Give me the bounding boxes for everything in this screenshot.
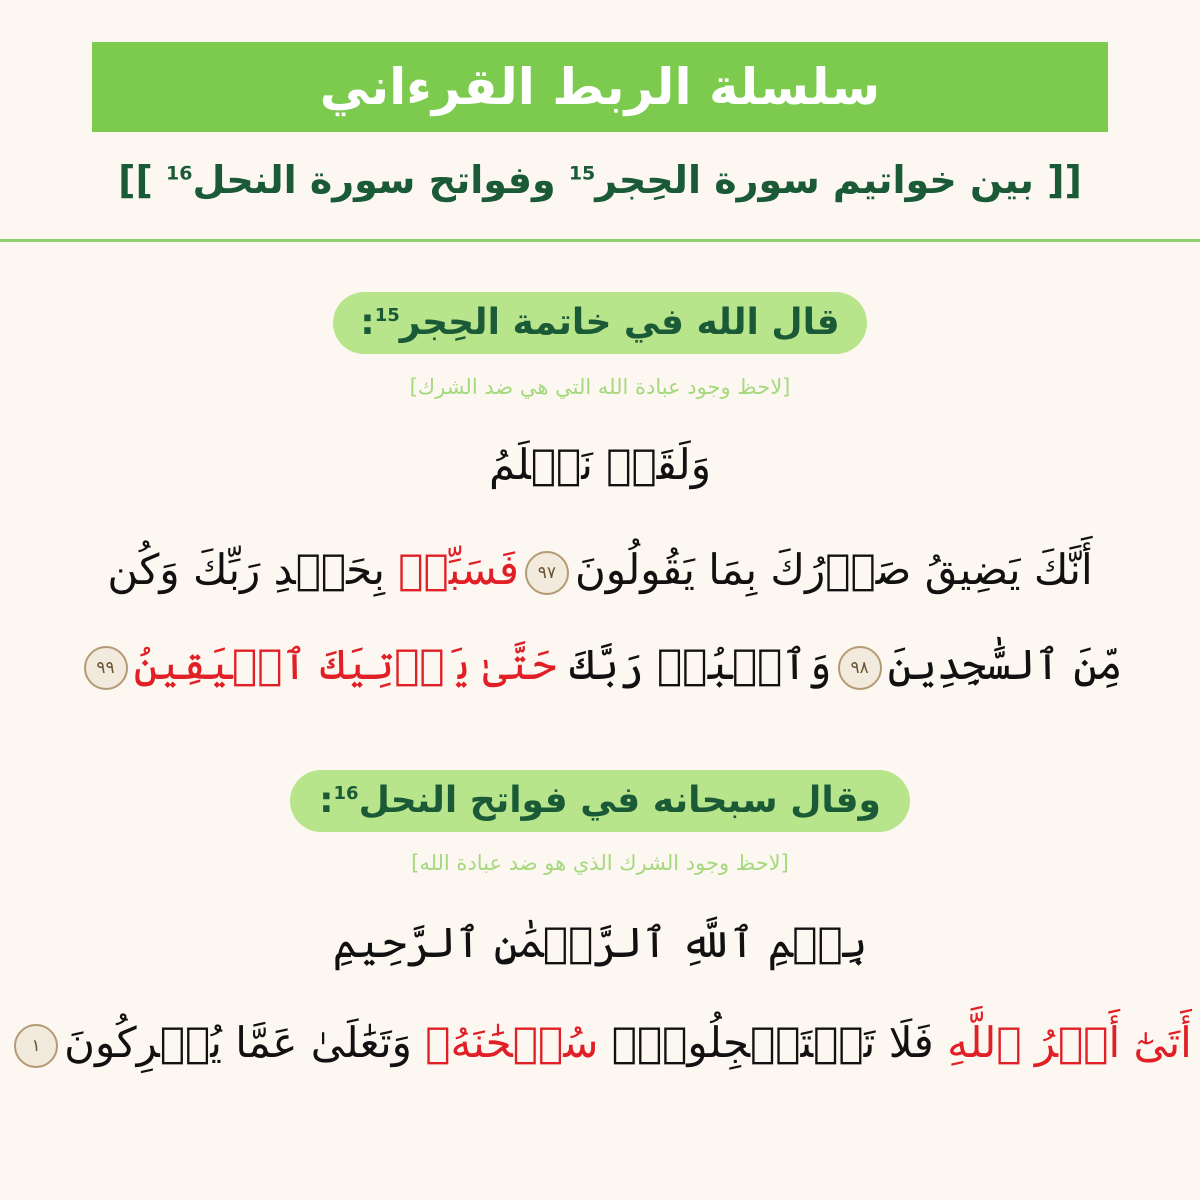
section2-note: [لاحظ وجود الشرك الذي هو ضد عبادة الله] <box>411 851 789 875</box>
section2-heading-sup: 16 <box>333 783 359 804</box>
verse-highlight: فَسَبِّحۡ <box>398 545 519 594</box>
section1-verse-line-3 <box>0 630 1200 700</box>
section2-verse-line <box>0 1008 1200 1078</box>
verse-text: أَنَّكَ يَضِيقُ صَدۡرُكَ بِمَا يَقُولُونَ <box>574 545 1093 594</box>
verse-text: وَتَعَٰلَىٰ عَمَّا يُشۡرِكُونَ <box>64 1018 412 1067</box>
subtitle-close: ]] <box>118 158 167 202</box>
section2-heading-pill <box>290 770 910 832</box>
verse-text: مِّنَ ٱلسَّٰجِدِينَ <box>887 640 1123 689</box>
verse-text: وَٱعۡبُدۡ رَبَّكَ <box>569 640 832 689</box>
verse-highlight: سُبۡحَٰنَهُۥ <box>425 1018 599 1067</box>
subtitle-sup-1: 15 <box>568 162 596 185</box>
verse-highlight: أَتَىٰٓ أَمۡرُ ٱللَّهِ <box>947 1018 1192 1067</box>
subtitle-sup-2: 16 <box>166 162 193 185</box>
section2-heading <box>319 780 881 821</box>
section2-heading-colon: : <box>319 780 334 821</box>
ayah-marker-1: ١ <box>14 1024 58 1068</box>
subtitle-mid: وفواتح سورة النحل <box>192 158 569 202</box>
basmala: بِسۡمِ ٱللَّهِ ٱلرَّحۡمَٰنِ ٱلرَّحِيمِ <box>332 918 868 967</box>
title-banner <box>92 42 1108 132</box>
divider-line <box>0 239 1200 242</box>
verse-highlight: حَتَّىٰ يَأۡتِيَكَ ٱلۡيَقِينُ <box>133 640 557 689</box>
section1-verse-line-2 <box>0 535 1200 605</box>
subtitle-open: [[ بين خواتيم سورة الحِجر <box>595 158 1082 202</box>
page-title: سلسلة الربط القرءاني <box>319 58 881 116</box>
section1-verse-line-1: وَلَقَدۡ نَعۡلَمُ <box>488 440 712 489</box>
subtitle <box>0 150 1200 210</box>
section1-note: [لاحظ وجود عبادة الله التي هي ضد الشرك] <box>409 375 791 399</box>
ayah-marker-98: ٩٨ <box>838 646 882 690</box>
section1-heading-colon: : <box>360 302 375 343</box>
section1-heading <box>360 302 840 343</box>
verse-text: فَلَا تَسۡتَعۡجِلُوهُۚ <box>611 1018 934 1067</box>
section2-heading-text: وقال سبحانه في فواتح النحل <box>358 780 881 821</box>
section1-heading-pill <box>333 292 867 354</box>
verse-text: بِحَمۡدِ رَبِّكَ وَكُن <box>107 545 385 594</box>
section1-heading-text: قال الله في خاتمة الحِجر <box>399 302 840 343</box>
ayah-marker-99: ٩٩ <box>84 646 128 690</box>
ayah-marker-97: ٩٧ <box>525 551 569 595</box>
section1-heading-sup: 15 <box>374 305 400 326</box>
